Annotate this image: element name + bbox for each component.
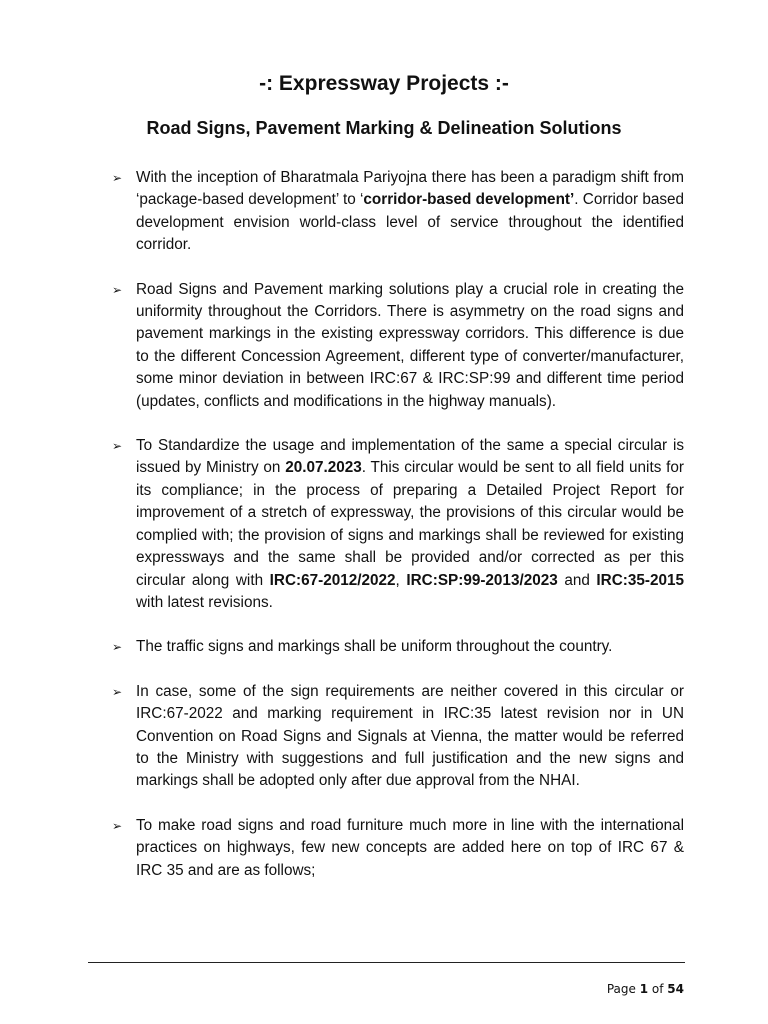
body-text: and (557, 571, 597, 589)
bullet-item (112, 435, 684, 614)
bullet-arrow-icon: ➢ (112, 282, 123, 297)
bullet-arrow-icon: ➢ (112, 818, 123, 833)
page-label: Page (606, 982, 636, 996)
bullet-arrow-icon: ➢ (112, 640, 123, 655)
bullet-item (112, 681, 684, 793)
bullet-text (136, 167, 684, 257)
emphasis-text: IRC:67-2012/2022 (269, 571, 396, 589)
bullet-arrow-icon: ➢ (112, 171, 123, 185)
body-text: with latest revisions. (136, 593, 273, 611)
bullet-arrow-icon: ➢ (112, 684, 123, 699)
emphasis-text: 20.07.2023 (285, 459, 362, 477)
bullet-text (136, 636, 684, 658)
body-text: The traffic signs and markings shall be uniform throughout the country. (136, 638, 613, 656)
emphasis-text: IRC:SP:99-2013/2023 (406, 571, 558, 589)
body-text: To make road signs and road furniture much more in line with the international practices on highways, few new concepts are added here on top of IRC 67 & IRC 35 and are as follows; (136, 816, 684, 879)
document-subtitle: Road Signs, Pavement Marking & Delineation Solutions (146, 118, 622, 138)
bullet-item (112, 815, 684, 882)
emphasis-text: IRC:35-2015 (596, 571, 684, 589)
bullet-text (136, 815, 684, 882)
body-text: . Corridor based development envision world-class level of service throughout the identified corridor. (136, 191, 684, 254)
bullet-item (112, 167, 684, 257)
page-total: 54 (667, 982, 684, 996)
bullet-text (136, 279, 684, 413)
body-text: To Standardize the usage and implementation of the same a special circular is issued by Ministry on (136, 437, 684, 477)
body-text: Road Signs and Pavement marking solutions play a crucial role in creating the uniformity throughout the Corridors. There is asymmetry on the road signs and pavement markings in the existing expressway corridors. This difference is due to the different Concession Agreement, different type of converter/manufacturer, some minor deviation in between IRC:67 & IRC:SP:99 and different time period (updates, conflicts and modifications in the highway manuals). (136, 280, 684, 410)
page-current: 1 (639, 982, 649, 996)
body-text: , (395, 571, 407, 589)
page-of: of (651, 982, 664, 996)
body-text: . This circular would be sent to all field units for its compliance; in the process of preparing a Detailed Project Report for improvement of a stretch of expressway, the provisions of this circular would be complied with; the provision of signs and markings shall be reviewed for existing expressways and the same shall be provided and/or corrected as per this circular along with (136, 459, 684, 589)
bullet-text (136, 681, 684, 793)
bullet-item (112, 636, 684, 658)
emphasis-text: corridor-based development’ (363, 191, 575, 209)
bullet-list (112, 167, 684, 904)
bullet-text (136, 435, 684, 614)
body-text: In case, some of the sign requirements are neither covered in this circular or IRC:67-2022 and marking requirement in IRC:35 latest revision nor in UN Convention on Road Signs and Signals at Vienna, the matter would be referred to the Ministry with suggestions and full justification and the new signs and markings shall be adopted only after due approval from the NHAI. (136, 682, 684, 790)
page-number (607, 982, 684, 996)
document-title: -: Expressway Projects :- (259, 72, 509, 95)
bullet-item (112, 279, 684, 413)
bullet-arrow-icon: ➢ (112, 439, 123, 454)
footer-divider (88, 962, 685, 963)
body-text: With the inception of Bharatmala Pariyojna there has been a paradigm shift from ‘package-based development’ to ‘ (136, 169, 684, 209)
